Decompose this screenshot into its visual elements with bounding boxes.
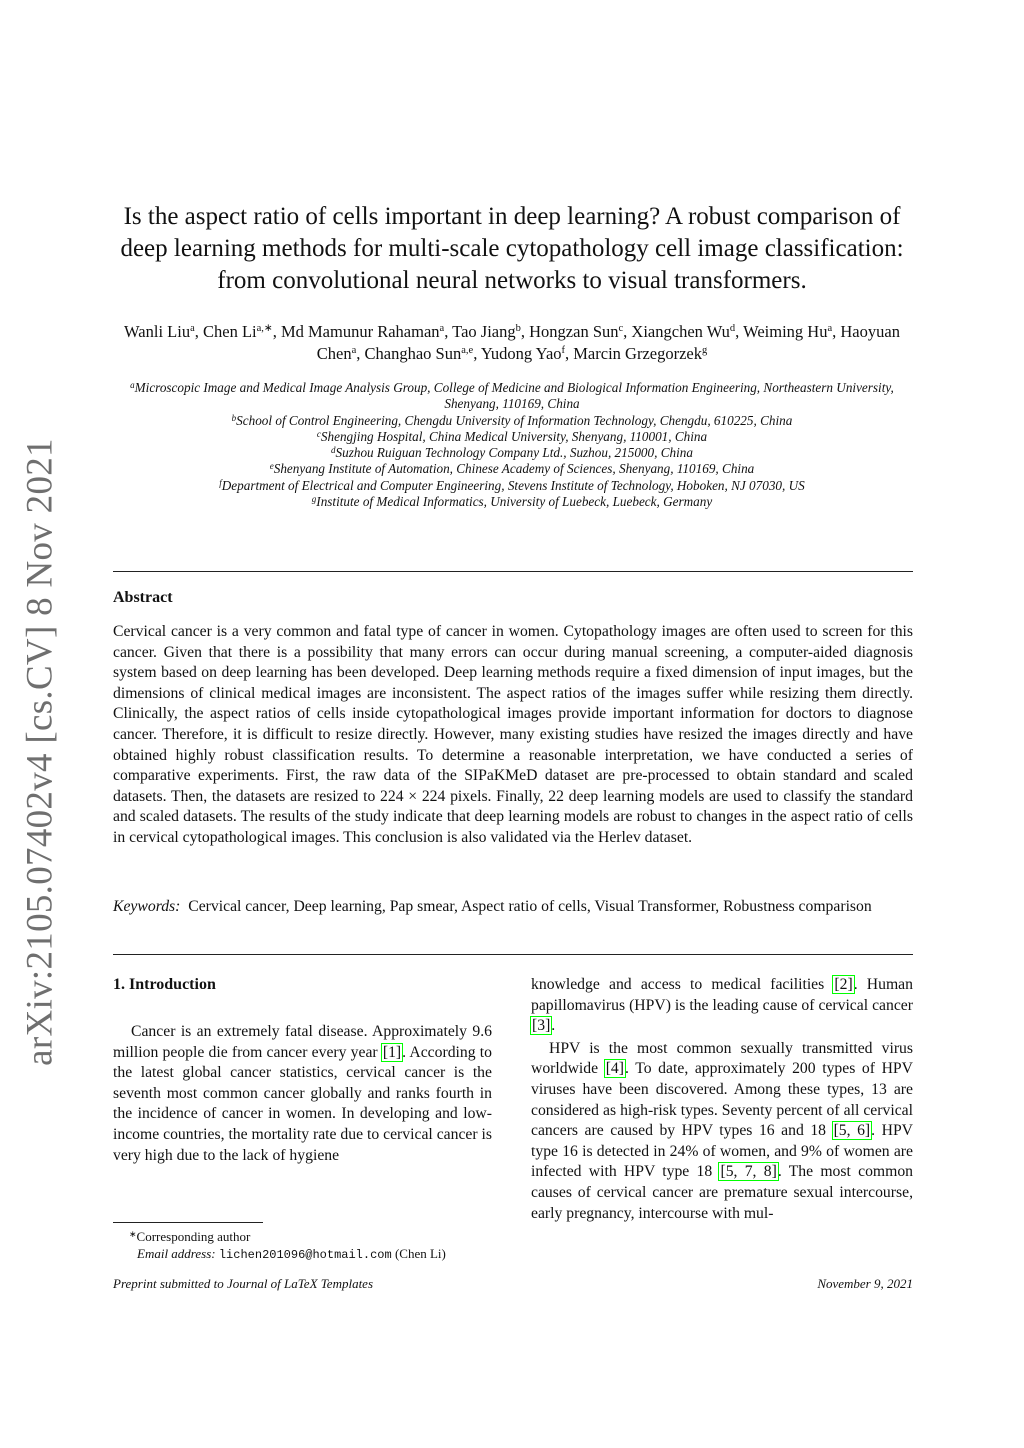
affiliation-c: $^c$Shengjing Hospital, China Medical University, Shenyang, 110001, China (316, 428, 708, 444)
top-rule (113, 571, 913, 572)
citation-link[interactable]: [2] (834, 976, 853, 993)
author-affiliation-marker: d (729, 323, 736, 334)
author-affiliation-marker: a,∗ (256, 323, 273, 334)
citation-link[interactable]: [5, 7, 8] (720, 1163, 777, 1181)
footnote: ∗Corresponding author Email address: lichen201096@hotmail.com (Chen Li) (129, 1229, 446, 1262)
author-affiliation-marker: a (439, 323, 445, 334)
author-affiliation-marker: b (515, 323, 521, 334)
author-name: Marcin Grzegorzek$^g$ (573, 344, 708, 363)
affiliation-f: $^f$Department of Electrical and Computer Engineering, Stevens Institute of Technology, Hoboken, NJ 07030, US (219, 477, 805, 493)
author-name: Tao Jiang$^b$ (452, 322, 521, 341)
footer-date: November 9, 2021 (817, 1276, 913, 1291)
affiliation-list (108, 380, 916, 510)
affiliation-e: $^e$Shenyang Institute of Automation, Chinese Academy of Sciences, Shenyang, 110169, China (269, 461, 755, 477)
corresponding-author-note: Corresponding author (136, 1229, 251, 1244)
keywords-text: Cervical cancer, Deep learning, Pap smear, Aspect ratio of cells, Visual Transformer, Robustness comparison (188, 898, 872, 915)
author-name: Chen $Li^{a,∗}$ (203, 322, 273, 341)
keywords (113, 897, 913, 918)
author-affiliation-marker: f (561, 345, 566, 356)
author-affiliation-marker: a (827, 323, 833, 334)
author-affiliation-marker: c (618, 323, 624, 334)
affiliation-g: $^g$Institute of Medical Informatics, University of Luebeck, Luebeck, Germany (311, 494, 713, 510)
author-affiliation-marker: a (190, 323, 195, 334)
abstract-text: Cervical cancer is a very common and fatal type of cancer in women. Cytopathology images are often used to screen for this cancer. Given that there is a possibility that many errors can occur during manual screening, a computer-aided diagnosis system based on deep learning has been developed. Deep learning methods require a fixed dimension of input images, but the dimensions of clinical medical images are inconsistent. The aspect ratios of the images suffer while resizing them directly. Clinically, the aspect ratios of cells inside cytopathological images provide important information for doctors to diagnose cancer. Therefore, it is difficult to resize directly. However, many existing studies have resized the images directly and have obtained highly robust classification results. To determine a reasonable interpretation, we have conducted a series of comparative experiments. First, the raw data of the SIPaKMeD dataset are pre-processed to obtain standard and scaled datasets. Then, the datasets are resized to 224 × 224 pixels. Finally, 22 deep learning models are used to classify the standard and scaled datasets. The results of the study indicate that deep learning models are robust to changes in the aspect ratio of cells in cervical cytopathological images. This conclusion is also validated via the Herlev dataset. (113, 623, 913, 846)
author-affiliation-marker: a (351, 345, 357, 356)
author-name: Wanli Liu$^a$ (124, 322, 195, 341)
author-name: Xiangchen Wu$^d$ (631, 322, 736, 341)
author-affiliation-marker: a,e (461, 345, 474, 356)
affiliation-a: $^a$Microscopic Image and Medical Image Analysis Group, College of Medicine and Biological Information Engineering, Northeastern University, Shenyang, 110169, China (130, 380, 894, 412)
email-link[interactable]: lichen201096@hotmail.com (218, 1248, 392, 1262)
email-owner: (Chen Li) (394, 1246, 446, 1261)
author-list: Wanli Liu$^a$, Chen $Li^{a,∗}$, Md Mamunur Rahaman$^a$, Tao Jiang$^b$, Hongzan Sun$^c$, Xiangchen Wu$^d$, Weiming Hu$^a$, Haoyuan Chen$^a$, Changhao Sun$^{a,e}$, Yudong Yao$^f$, Marcin Grzegorzek$^g$ (124, 322, 900, 363)
keywords-label: Keywords: (113, 898, 181, 915)
author-name: Yudong Yao$^f$ (480, 344, 566, 363)
author-name: Haoyuan Chen$^a$ (316, 322, 900, 363)
right-column (531, 975, 913, 1224)
citation-link[interactable]: [1] (382, 1043, 402, 1061)
author-name: Md Mamunur Rahaman$^a$ (280, 322, 445, 341)
author-affiliation-marker: g (702, 345, 708, 356)
left-column (113, 1022, 492, 1166)
bottom-rule (113, 954, 913, 955)
author-name: Weiming Hu$^a$ (743, 322, 833, 341)
intro-paragraph-1: Cancer is an extremely fatal disease. Approximately 9.6 million people die from cancer every year [1]. According to the latest global cancer statistics, cervical cancer is the seventh most common cancer globally and ranks fourth in the incidence of cancer in women. In developing and low-income countries, the mortality rate due to cervical cancer is very high due to the lack of hygiene (113, 1023, 492, 1164)
email-label: Email address: (137, 1246, 216, 1261)
footer-journal: Preprint submitted to Journal of LaTeX Templates (113, 1276, 374, 1291)
footnote-rule (113, 1222, 263, 1223)
affiliation-d: $^d$Suzhou Ruiguan Technology Company Ltd., Suzhou, 215000, China (331, 445, 693, 461)
intro-paragraph-2: HPV is the most common sexually transmitted virus worldwide [4]. To date, approximately 200 types of HPV viruses have been discovered. Among these types, 13 are considered as high-risk types. Seventy percent of all cervical cancers are caused by HPV types 16 and 18 [5, 6]. HPV type 16 is detected in 24% of women, and 9% of women are infected with HPV type 18 [5, 7, 8]. The most common causes of cervical cancer are premature sexual intercourse, early pregnancy, intercourse with mul- (531, 1039, 914, 1222)
affiliation-b: $^b$School of Control Engineering, Chengdu University of Information Technology, Chengdu, 610225, China (231, 412, 793, 428)
citation-link[interactable]: [4] (605, 1060, 624, 1078)
abstract-heading: Abstract (113, 589, 173, 606)
citation-link[interactable]: [3] (532, 1017, 551, 1035)
paper-title: Is the aspect ratio of cells important in deep learning? A robust comparison of deep learning methods for multi-scale cytopathology cell image classification: from convolutional neural networks to visual transformers. (120, 203, 904, 294)
author-name: Hongzan Sun$^c$ (529, 322, 624, 341)
author-name: Changhao Sun$^{a,e}$ (364, 344, 474, 363)
citation-link[interactable]: [5, 6] (833, 1122, 871, 1140)
section-heading-introduction: 1. Introduction (113, 976, 216, 993)
intro-paragraph-1-cont: knowledge and access to medical facilities [2]. Human papillomavirus (HPV) is the leading cause of cervical cancer [3]. (531, 976, 913, 1035)
